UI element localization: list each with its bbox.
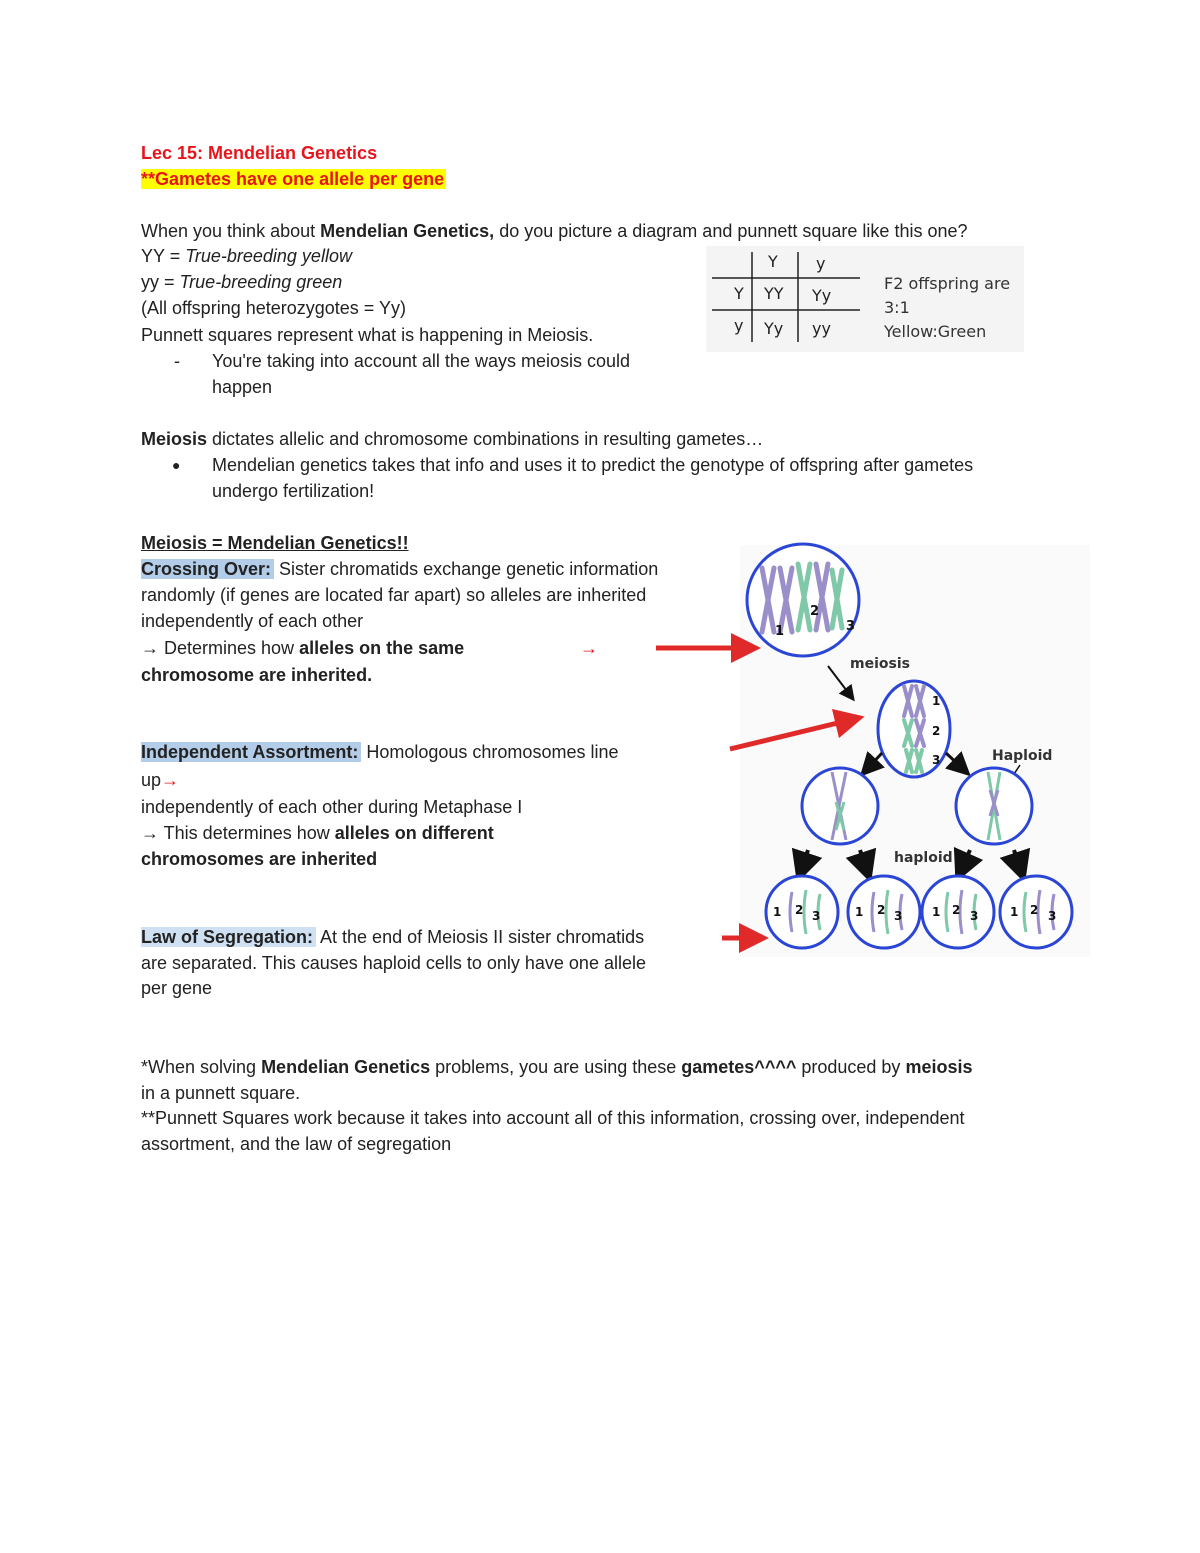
seg-line-2: are separated. This causes haploid cells to only have one allele (141, 953, 646, 973)
crossing-line-2: randomly (if genes are located far apart) so alleles are inherited (141, 585, 647, 605)
bullet-line-1: Mendelian genetics takes that info and uses it to predict the genotype of offspring after gametes (212, 455, 974, 475)
page-title: Lec 15: Mendelian Genetics (141, 143, 378, 163)
haploid-label-upper: Haploid (992, 748, 1053, 764)
closing-c: problems, you are using these (430, 1057, 682, 1077)
g4-l1: 1 (1010, 905, 1019, 919)
yy-upper-line (141, 245, 352, 267)
indep-l4-a: → This determines how (141, 823, 335, 843)
crossing-line-1 (141, 558, 658, 580)
parent-label-1: 1 (775, 624, 785, 639)
g2-l3: 3 (894, 909, 903, 923)
subtitle-highlight: **Gametes have one allele per gene (141, 169, 445, 189)
intro-q-pre: When you think about (141, 221, 321, 241)
closing-d: gametes^^^^ (681, 1057, 797, 1077)
seg-l1: At the end of Meiosis II sister chromatids (316, 927, 645, 947)
indep-line-3: independently of each other during Metaphase I (141, 797, 523, 817)
yy-lower-a: yy = (141, 272, 180, 292)
closing-e: produced by (796, 1057, 906, 1077)
closing-f: meiosis (905, 1057, 973, 1077)
g1-l3: 3 (812, 909, 821, 923)
yy-upper-a: YY = (141, 246, 186, 266)
represent-line: Punnett squares represent what is happening in Meiosis. (141, 325, 594, 345)
g1-l1: 1 (773, 905, 782, 919)
g3-l3: 3 (970, 909, 979, 923)
crossing-line-3: independently of each other (141, 611, 364, 631)
punnett-cell-21: Yy (764, 319, 784, 338)
crossing-red-arrow: → (580, 638, 598, 658)
indep-label: Independent Assortment: (141, 742, 361, 762)
indep-line-1 (141, 741, 618, 763)
meiosis-bold: Meiosis (141, 429, 208, 449)
intro-question (141, 220, 968, 242)
meiosis-diagram (650, 540, 1090, 960)
f2-note-3: Yellow:Green (884, 322, 987, 341)
meiosis-text: dictates allelic and chromosome combinations in resulting gametes… (207, 429, 764, 449)
crossing-l4-b: alleles on the same (299, 638, 465, 658)
punnett-cell-11: YY (764, 284, 784, 303)
intro-q-bold: Mendelian Genetics, (320, 221, 495, 241)
closing-line-1 (141, 1056, 972, 1078)
g2-l1: 1 (855, 905, 864, 919)
closing-line-3: **Punnett Squares work because it takes into account all of this information, crossing over, independent (141, 1108, 965, 1128)
g3-l2: 2 (952, 903, 961, 917)
g2-l2: 2 (877, 903, 886, 917)
dash-bullet: - (174, 351, 180, 371)
closing-a: *When solving (141, 1057, 262, 1077)
punnett-cell-22: yy (812, 319, 831, 338)
punnett-col-1: Y (768, 252, 778, 271)
punnett-cell-12: Yy (812, 286, 832, 305)
indep-l2-a: up (141, 770, 162, 790)
bullet-line-2: undergo fertilization! (212, 481, 375, 501)
f2-note-2: 3:1 (884, 298, 910, 317)
yy-upper-b: True-breeding yellow (185, 246, 352, 266)
meta-label-1: 1 (932, 694, 941, 708)
subtitle (141, 168, 446, 190)
closing-b: Mendelian Genetics (261, 1057, 431, 1077)
meta-label-3: 3 (932, 753, 941, 767)
g4-l2: 2 (1030, 903, 1039, 917)
f2-note-1: F2 offspring are (884, 274, 1011, 293)
hetero-line: (All offspring heterozygotes = Yy) (141, 298, 406, 318)
closing-line-4: assortment, and the law of segregation (141, 1134, 452, 1154)
indep-red-arrow: → (161, 770, 180, 790)
punnett-row-1: Y (734, 284, 744, 303)
yy-lower-b: True-breeding green (179, 272, 343, 292)
seg-line-1 (141, 926, 644, 948)
punnett-row-2: y (734, 316, 744, 335)
crossing-line-5: chromosome are inherited. (141, 665, 373, 685)
bullet-dot: ● (172, 457, 181, 473)
parent-label-2: 2 (810, 604, 820, 619)
indep-line-2 (141, 769, 179, 791)
meiosis-line (141, 428, 763, 450)
meiosis-label: meiosis (850, 656, 910, 672)
seg-line-3: per gene (141, 978, 213, 998)
punnett-col-2: y (816, 254, 826, 273)
equation-heading: Meiosis = Mendelian Genetics!! (141, 533, 409, 553)
ways-line-2: happen (212, 377, 273, 397)
yy-lower-line (141, 271, 342, 293)
intro-q-post: do you picture a diagram and punnett square like this one? (494, 221, 968, 241)
g4-l3: 3 (1048, 909, 1057, 923)
indep-line-5: chromosomes are inherited (141, 849, 378, 869)
meta-label-2: 2 (932, 724, 941, 738)
g3-l1: 1 (932, 905, 941, 919)
seg-label: Law of Segregation: (141, 927, 316, 947)
haploid-label-lower: haploid (894, 850, 953, 866)
indep-l1: Homologous chromosomes line (361, 742, 619, 762)
crossing-label: Crossing Over: (141, 559, 274, 579)
ways-line-1: You're taking into account all the ways meiosis could (212, 351, 631, 371)
punnett-square-image (706, 246, 1024, 352)
parent-label-3: 3 (846, 619, 856, 634)
indep-line-4 (141, 822, 494, 844)
crossing-l1: Sister chromatids exchange genetic information (274, 559, 659, 579)
crossing-l4-a: → Determines how (141, 638, 300, 658)
crossing-line-4 (141, 637, 464, 659)
g1-l2: 2 (795, 903, 804, 917)
closing-line-2: in a punnett square. (141, 1083, 301, 1103)
indep-l4-b: alleles on different (334, 823, 494, 843)
